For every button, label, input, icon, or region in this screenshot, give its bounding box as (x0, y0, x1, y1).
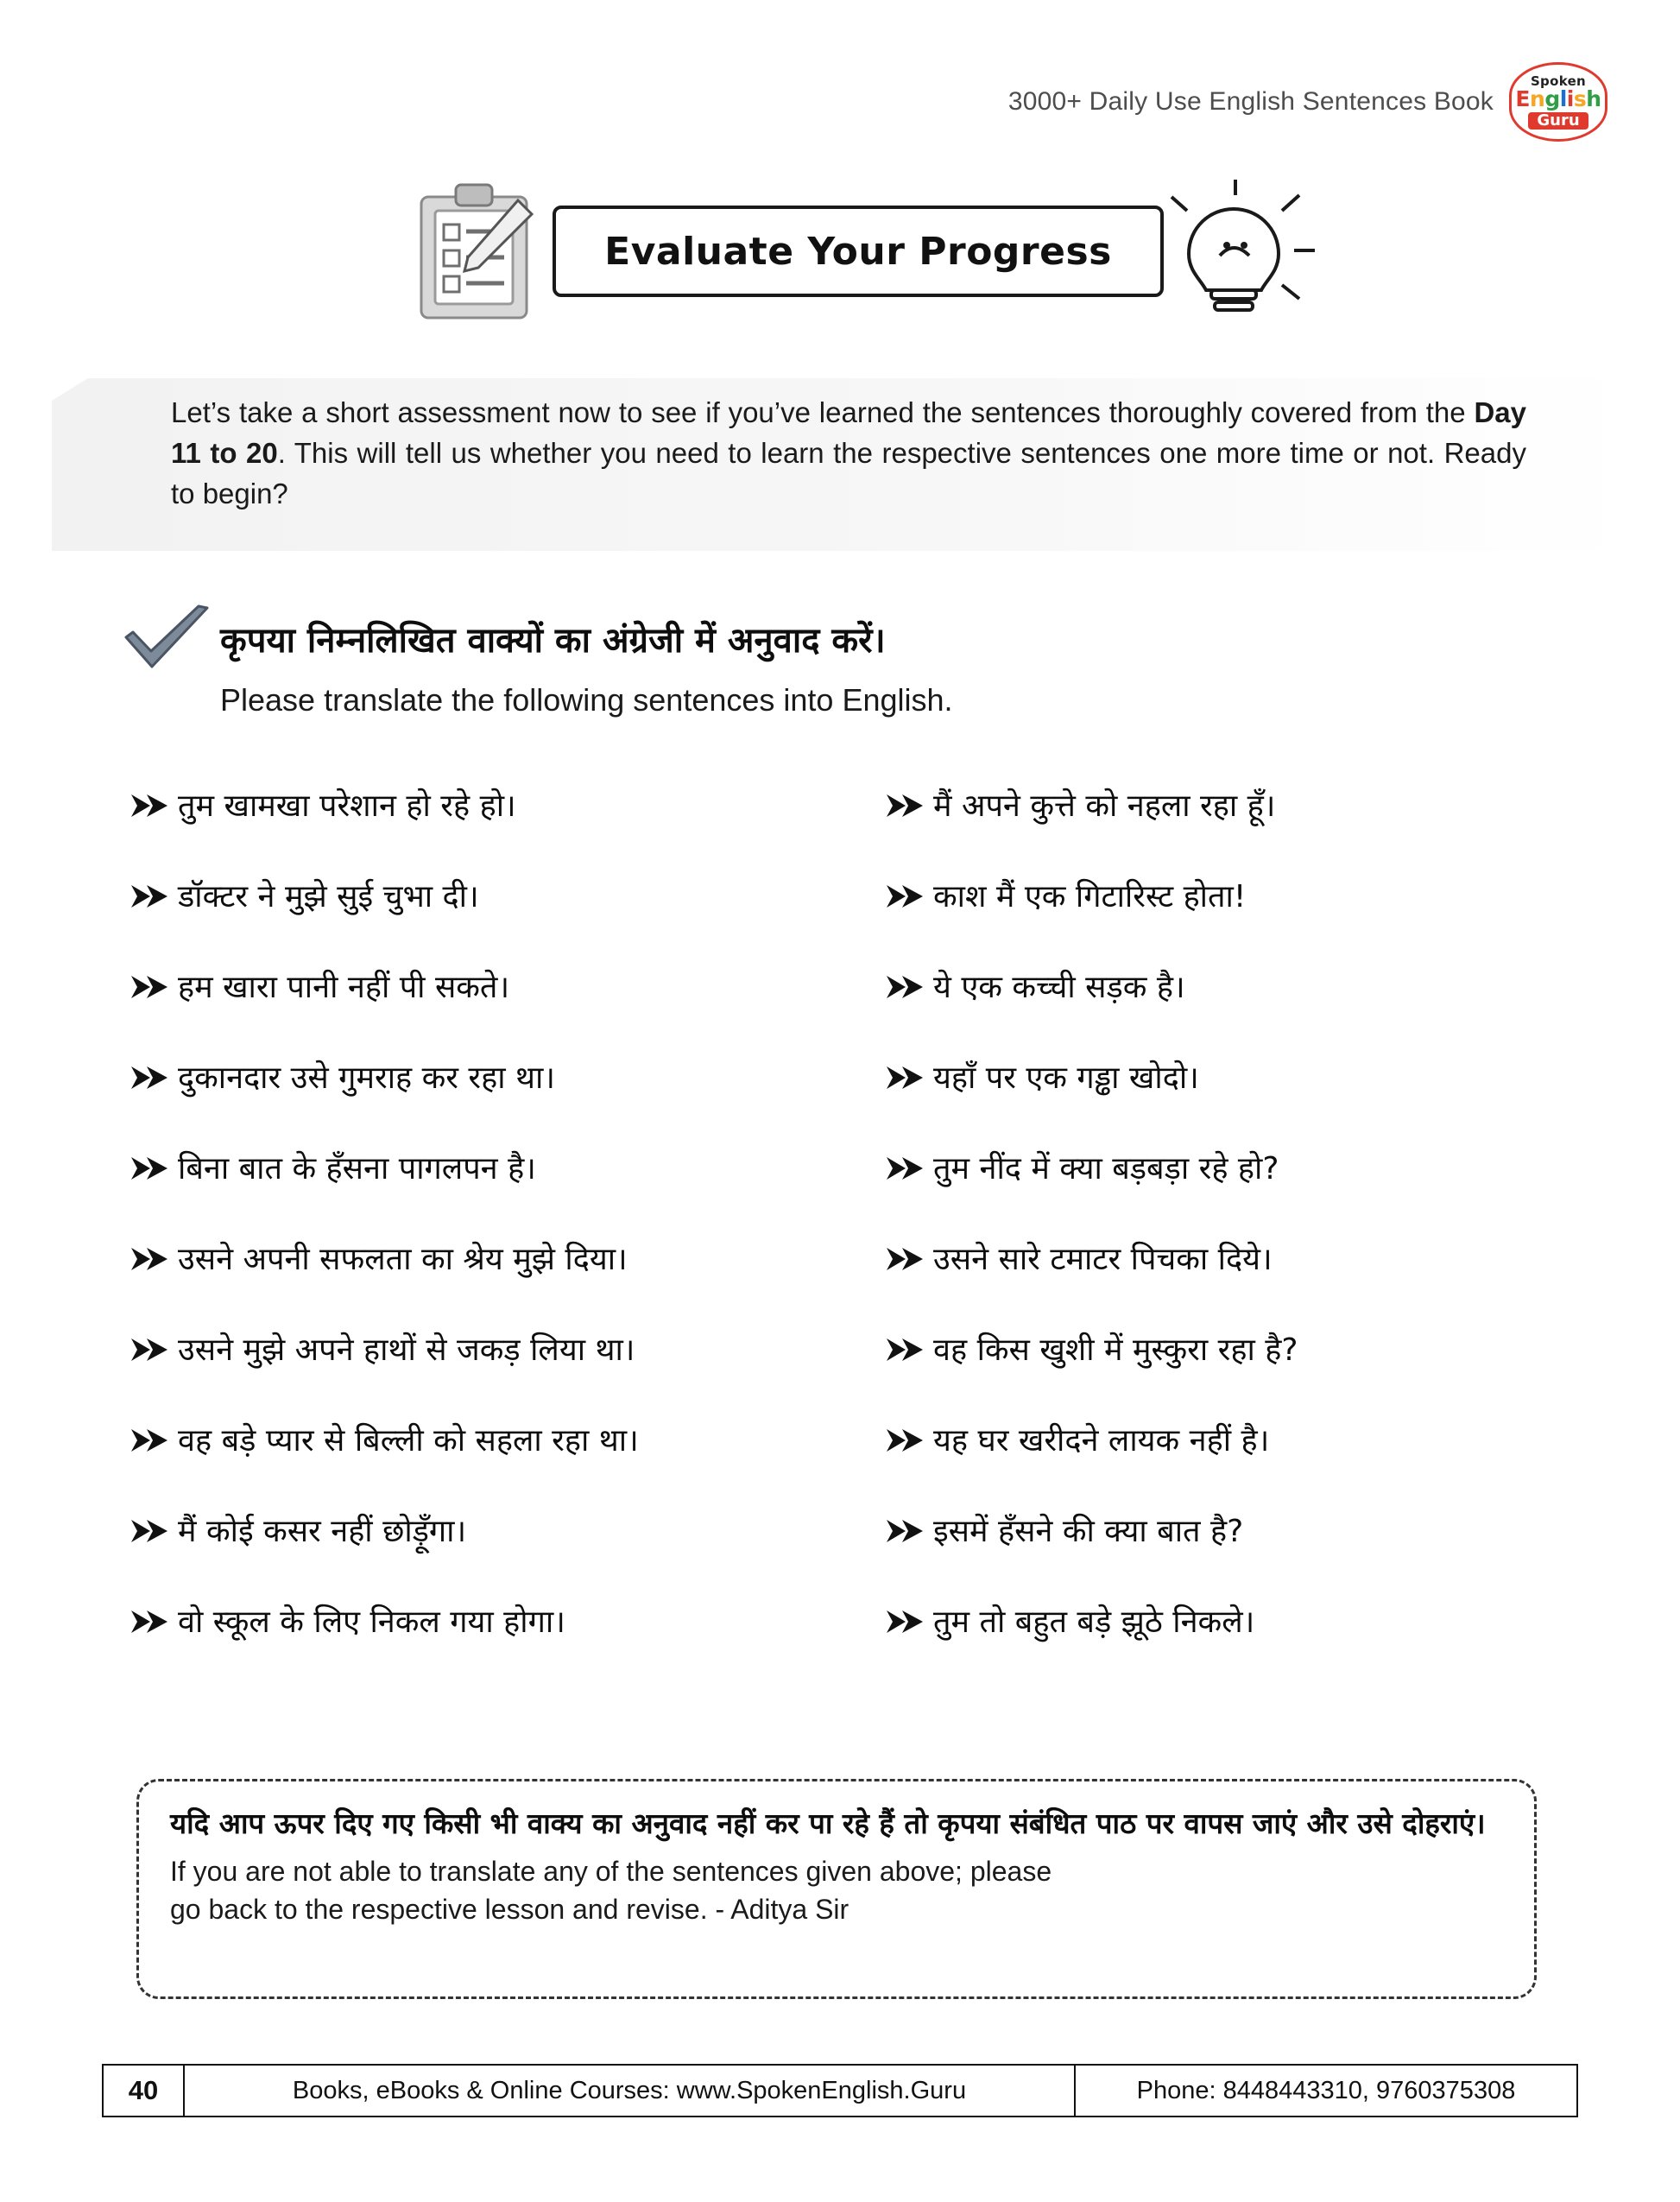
sentence-text: तुम तो बहुत बड़े झूठे निकले। (933, 1604, 1255, 1640)
sentence-text: तुम नींद में क्या बड़बड़ा रहे हो? (933, 1151, 1279, 1186)
list-item (885, 967, 1580, 1058)
sentence-columns (129, 786, 1580, 1693)
sentence-text: वो स्कूल के लिए निकल गया होगा। (178, 1604, 565, 1640)
arrow-bullet-icon (129, 1058, 178, 1094)
arrow-bullet-icon (129, 1148, 178, 1185)
list-item (885, 1148, 1580, 1239)
sentence-text: बिना बात के हँसना पागलपन है। (178, 1151, 536, 1186)
instruction-hindi: कृपया निम्नलिखित वाक्यों का अंग्रेजी में अनुवाद करें। (220, 621, 886, 661)
arrow-bullet-icon (129, 876, 178, 913)
clipboard-checklist-icon (414, 181, 544, 324)
arrow-bullet-icon (129, 1239, 178, 1275)
note-hindi: यदि आप ऊपर दिए गए किसी भी वाक्य का अनुवाद नहीं कर पा रहे हैं तो कृपया संबंधित पाठ पर वापस जाएं और उसे दोहराएं। (170, 1807, 1486, 1840)
arrow-bullet-icon (129, 1421, 178, 1457)
sentence-text: इसमें हँसने की क्या बात है? (933, 1514, 1244, 1549)
sentence-text: तुम खामखा परेशान हो रहे हो। (178, 788, 516, 824)
arrow-bullet-icon (129, 1511, 178, 1547)
note-english-line-1: If you are not able to translate any of the sentences given above; please (170, 1855, 1052, 1887)
intro-highlight: Day 11 to 20 (171, 396, 1526, 469)
arrow-bullet-icon (885, 1058, 933, 1094)
page-footer (102, 2064, 1578, 2117)
list-item (885, 1421, 1580, 1511)
logo-line-3: Guru (1528, 112, 1588, 130)
sentence-column-right (885, 786, 1580, 1693)
list-item (885, 1602, 1580, 1693)
note-english-line-2: go back to the respective lesson and revise. - Aditya Sir (170, 1893, 849, 1925)
page-number: 40 (104, 2066, 185, 2116)
list-item (129, 1239, 824, 1330)
arrow-bullet-icon (885, 1421, 933, 1457)
note-english (170, 1852, 1503, 1928)
page-header (1008, 62, 1607, 142)
sentence-text: उसने अपनी सफलता का श्रेय मुझे दिया। (178, 1242, 628, 1277)
footer-phone-text: Phone: 8448443310, 9760375308 (1136, 2076, 1516, 2104)
sentence-text: ये एक कच्ची सड़क है। (933, 970, 1185, 1005)
logo-line-2: English (1515, 85, 1601, 111)
arrow-bullet-icon (885, 1511, 933, 1547)
intro-text-part1: Let’s take a short assessment now to see if you’ve learned the sentences thoroughly covered from the (171, 396, 1475, 428)
banner-title-box (553, 206, 1164, 297)
arrow-bullet-icon (129, 1602, 178, 1638)
arrow-bullet-icon (885, 1239, 933, 1275)
sentence-text: डॉक्टर ने मुझे सुई चुभा दी। (178, 879, 479, 914)
sentence-text: मैं कोई कसर नहीं छोड़ूँगा। (178, 1514, 467, 1549)
arrow-bullet-icon (885, 1148, 933, 1185)
list-item (885, 876, 1580, 967)
sentence-text: दुकानदार उसे गुमराह कर रहा था। (178, 1060, 555, 1096)
sentence-text: यह घर खरीदने लायक नहीं है। (933, 1423, 1270, 1459)
list-item (129, 1148, 824, 1239)
instruction-english: Please translate the following sentences into English. (220, 682, 953, 718)
sentence-column-left (129, 786, 824, 1693)
list-item (129, 967, 824, 1058)
section-banner (406, 173, 1355, 328)
check-mark-icon (123, 604, 212, 682)
list-item (885, 1239, 1580, 1330)
arrow-bullet-icon (129, 1330, 178, 1366)
sentence-text: उसने सारे टमाटर पिचका दिये। (933, 1242, 1273, 1277)
logo-line-1: Spoken (1530, 73, 1587, 89)
page-title: Evaluate Your Progress (604, 229, 1112, 274)
note-box (136, 1779, 1537, 1999)
list-item (885, 1058, 1580, 1148)
arrow-bullet-icon (129, 786, 178, 822)
arrow-bullet-icon (885, 967, 933, 1003)
spoken-english-guru-logo (1509, 62, 1607, 142)
sentence-text: वह किस खुशी में मुस्कुरा रहा है? (933, 1332, 1298, 1368)
sentence-text: काश मैं एक गिटारिस्ट होता! (933, 879, 1247, 914)
list-item (129, 1511, 824, 1602)
list-item (129, 786, 824, 876)
book-title: 3000+ Daily Use English Sentences Book (1007, 87, 1494, 116)
list-item (885, 786, 1580, 876)
list-item (129, 1421, 824, 1511)
sentence-text: हम खारा पानी नहीं पी सकते। (178, 970, 510, 1005)
intro-paragraph (171, 393, 1526, 515)
sentence-text: यहाँ पर एक गड्ढा खोदो। (933, 1060, 1199, 1096)
list-item (885, 1511, 1580, 1602)
list-item (129, 1058, 824, 1148)
footer-courses-text: Books, eBooks & Online Courses: www.SpokenEnglish.Guru (185, 2066, 1076, 2116)
list-item (885, 1330, 1580, 1421)
arrow-bullet-icon (885, 786, 933, 822)
arrow-bullet-icon (129, 967, 178, 1003)
intro-text-part2: . This will tell us whether you need to learn the respective sentences one more time or not. Ready to begin? (171, 436, 1526, 509)
list-item (129, 1602, 824, 1693)
light-bulb-icon (1153, 180, 1317, 326)
sentence-text: वह बड़े प्यार से बिल्ली को सहला रहा था। (178, 1423, 639, 1459)
list-item (129, 1330, 824, 1421)
arrow-bullet-icon (885, 876, 933, 913)
list-item (129, 876, 824, 967)
sentence-text: मैं अपने कुत्ते को नहला रहा हूँ। (933, 788, 1276, 824)
arrow-bullet-icon (885, 1602, 933, 1638)
sentence-text: उसने मुझे अपने हाथों से जकड़ लिया था। (178, 1332, 635, 1368)
arrow-bullet-icon (885, 1330, 933, 1366)
